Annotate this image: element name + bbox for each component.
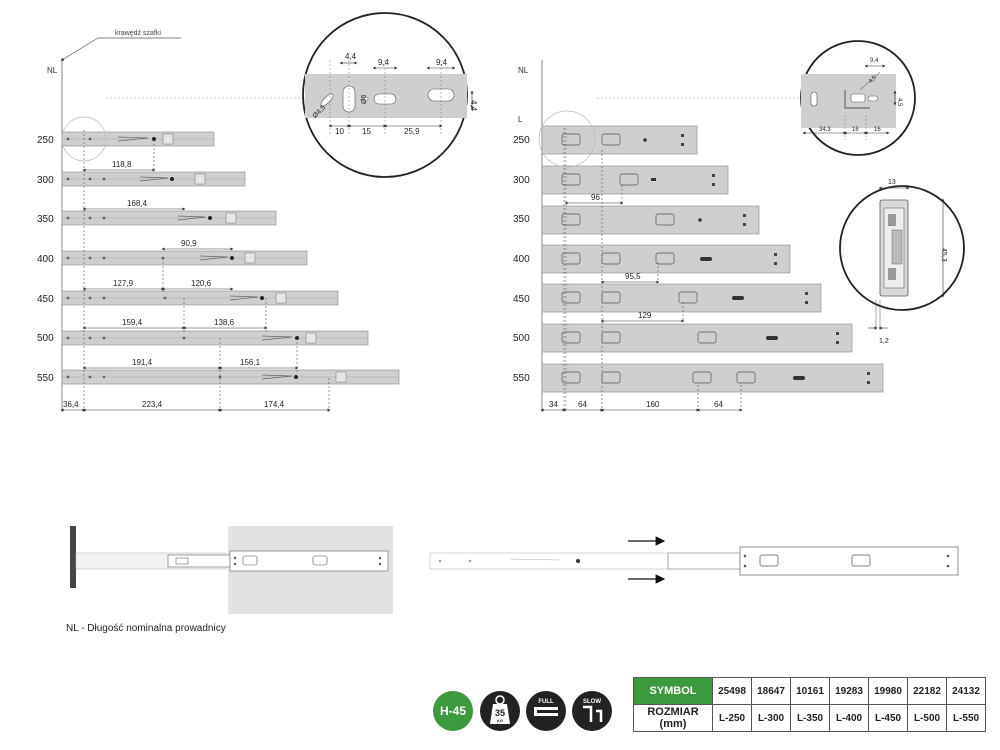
dim-450a: 127,9	[113, 279, 134, 288]
right-rail-350	[542, 206, 759, 234]
r-dim-300: 96	[591, 193, 600, 202]
badge-load-value: 35	[494, 708, 506, 718]
symbol-cell: 19980	[869, 678, 908, 705]
size-label-400: 400	[37, 254, 54, 265]
r-dim-bottom-a: 34	[549, 400, 558, 409]
right-rail-300	[542, 166, 728, 194]
symbol-cell: 19283	[830, 678, 869, 705]
r-dim-bottom-b: 64	[578, 400, 587, 409]
r-dim-bottom-d: 64	[714, 400, 723, 409]
extension-illustration	[430, 541, 958, 579]
symbol-header: SYMBOL	[634, 678, 713, 705]
left-rail-350	[62, 211, 276, 225]
detail-dim-b3: 25,9	[404, 127, 420, 136]
table-row-size	[634, 705, 986, 732]
r-dim-500: 129	[638, 311, 652, 320]
right-rail-250	[542, 126, 697, 154]
nl-label-left: NL	[47, 66, 58, 75]
r-size-label-450: 450	[513, 294, 530, 305]
dim-500a: 159,4	[122, 318, 143, 327]
detail-dim-b2: 15	[362, 127, 371, 136]
dim-300: 118,8	[112, 160, 132, 169]
badge-slow-text: SLOW	[583, 699, 601, 705]
symbol-cell: 18647	[752, 678, 791, 705]
profile-gap: 1,2	[879, 338, 889, 345]
dim-bottom-c: 174,4	[264, 400, 285, 409]
r-dim-bottom-c: 160	[646, 400, 660, 409]
dim-bottom-b: 223,4	[142, 400, 163, 409]
size-cell: L-400	[830, 705, 869, 732]
badge-load	[480, 691, 520, 731]
size-label-350: 350	[37, 214, 54, 225]
left-rail-400	[62, 251, 307, 265]
cabinet-edge-label: krawędź szafki	[115, 30, 161, 37]
symbol-cell: 22182	[908, 678, 947, 705]
left-rail-450	[62, 291, 338, 305]
left-detail-zoom	[303, 13, 478, 177]
badge-h45	[433, 691, 473, 731]
dim-500b: 138,6	[214, 318, 235, 327]
detail-dim-t2: 9,4	[378, 58, 390, 67]
detail-dim-t3: 9,4	[436, 58, 448, 67]
r-detail-dim-t3: 4,5	[896, 98, 902, 107]
detail-dim-i2: Ø6	[361, 94, 368, 104]
size-label-250: 250	[37, 135, 54, 146]
cabinet-install-illustration	[70, 526, 393, 614]
left-rail-250	[62, 132, 214, 146]
r-detail-dim-b1: 34,3	[819, 127, 831, 133]
size-table	[633, 677, 986, 732]
detail-dim-t1: 4,4	[345, 52, 357, 61]
size-label-450: 450	[37, 294, 54, 305]
nl-note: NL - Długość nominalna prowadnicy	[66, 623, 226, 634]
size-cell: L-500	[908, 705, 947, 732]
detail-dim-i1: Ø4,5	[311, 104, 328, 120]
left-rail-300	[62, 172, 245, 186]
detail-dim-r1: 4,4	[469, 100, 478, 112]
r-detail-dim-b2: 16	[852, 127, 859, 133]
r-detail-dim-t2: 4,5	[867, 74, 879, 85]
symbol-cell: 24132	[947, 678, 986, 705]
nl-label-right: NL	[518, 66, 529, 75]
left-rail-500	[62, 331, 368, 345]
size-cell: L-350	[791, 705, 830, 732]
symbol-cell: 25498	[713, 678, 752, 705]
dim-bottom-a: 36,4	[63, 400, 79, 409]
dim-450b: 120,6	[191, 279, 212, 288]
badge-load-unit: KG	[497, 718, 503, 723]
dim-550a: 191,4	[132, 358, 153, 367]
dim-350: 168,4	[127, 199, 148, 208]
right-rail-400	[542, 245, 790, 273]
table-row-symbol	[634, 678, 986, 705]
dim-400: 90,9	[181, 239, 197, 248]
profile-cross-section	[840, 179, 964, 345]
symbol-cell: 10161	[791, 678, 830, 705]
size-cell: L-450	[869, 705, 908, 732]
right-rail-500	[542, 324, 852, 352]
r-detail-dim-t1: 9,4	[870, 58, 879, 64]
size-cell: L-300	[752, 705, 791, 732]
badge-h45-text: H-45	[439, 704, 467, 718]
profile-width: 13	[888, 179, 896, 186]
right-rail-550	[542, 364, 883, 392]
size-label-500: 500	[37, 333, 54, 344]
r-size-label-350: 350	[513, 214, 530, 225]
left-rail-550	[62, 370, 399, 384]
profile-height: 45,3	[940, 248, 947, 262]
l-label-right: L	[518, 115, 523, 124]
right-detail-zoom	[801, 41, 915, 155]
r-dim-450: 95,5	[625, 272, 641, 281]
badge-slow	[572, 691, 612, 731]
size-label-300: 300	[37, 175, 54, 186]
r-size-label-400: 400	[513, 254, 530, 265]
right-rail-450	[542, 284, 821, 312]
r-detail-dim-b3: 16	[874, 127, 881, 133]
detail-dim-b1: 10	[335, 127, 344, 136]
size-cell: L-250	[713, 705, 752, 732]
dim-550b: 156,1	[240, 358, 261, 367]
r-size-label-250: 250	[513, 135, 530, 146]
r-size-label-300: 300	[513, 175, 530, 186]
size-cell: L-550	[947, 705, 986, 732]
size-label-550: 550	[37, 373, 54, 384]
size-header: ROZMIAR (mm)	[634, 705, 713, 732]
r-size-label-500: 500	[513, 333, 530, 344]
badge-full	[526, 691, 566, 731]
badge-full-text: FULL	[538, 699, 554, 705]
r-size-label-550: 550	[513, 373, 530, 384]
